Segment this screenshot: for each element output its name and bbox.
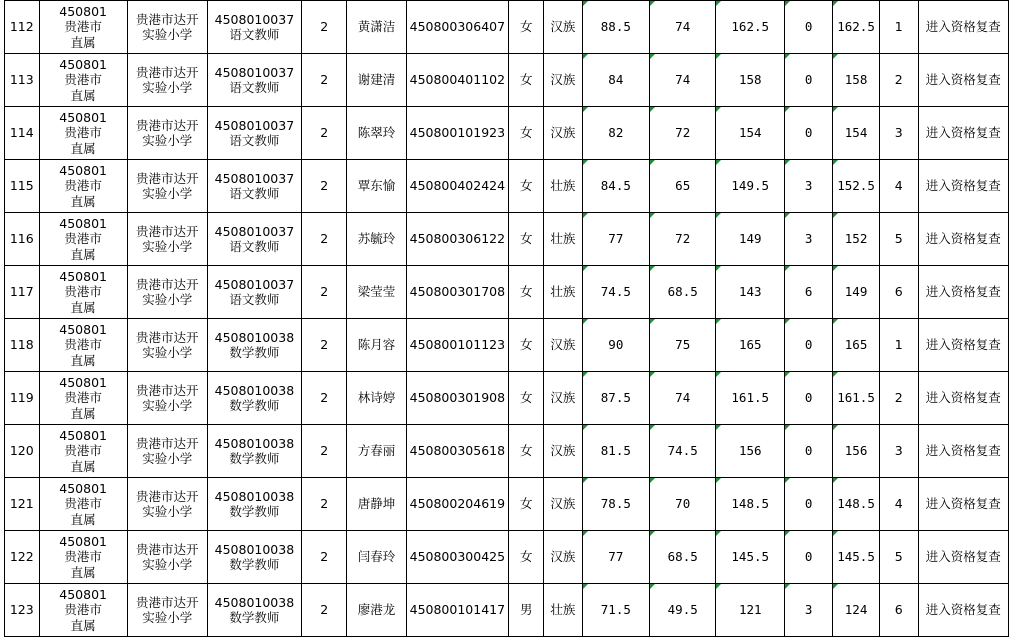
cell-ethnicity[interactable]: 汉族 [544, 531, 582, 584]
cell-seq[interactable]: 120 [5, 425, 40, 478]
cell-school-line: 实验小学 [142, 610, 193, 625]
cell-rank[interactable]: 6 [879, 584, 918, 637]
cell-unit-code-line: 450801 [59, 109, 107, 125]
cell-school-line: 贵港市达开 [135, 276, 199, 292]
cell-unit-code[interactable] [39, 478, 127, 531]
cell-post-line: 语文教师 [229, 133, 280, 148]
cell-total-score[interactable]: 145.5 [716, 531, 785, 584]
cell-post-line: 语文教师 [229, 239, 280, 254]
cell-final-score[interactable]: 161.5 [833, 372, 880, 425]
cell-written-score[interactable]: 81.5 [582, 425, 649, 478]
cell-bonus-points[interactable]: 0 [785, 372, 833, 425]
cell-seq[interactable]: 115 [5, 160, 40, 213]
table-row [5, 425, 1009, 478]
cell-seq[interactable]: 114 [5, 107, 40, 160]
cell-post-line: 数学教师 [229, 398, 280, 413]
cell-name[interactable]: 唐静坤 [347, 478, 406, 531]
cell-post-line: 数学教师 [229, 451, 280, 466]
cell-bonus-points[interactable]: 0 [785, 319, 833, 372]
cell-unit-code[interactable] [39, 584, 127, 637]
cell-written-score[interactable]: 77 [582, 213, 649, 266]
cell-ethnicity[interactable]: 汉族 [544, 1, 582, 54]
cell-school-line: 实验小学 [142, 398, 193, 413]
cell-post-line: 4508010038 [214, 594, 295, 610]
table-row [5, 213, 1009, 266]
cell-post[interactable] [207, 1, 301, 54]
cell-school[interactable] [127, 266, 207, 319]
cell-unit-code-line: 贵港市 [64, 284, 102, 300]
table-body [5, 1, 1009, 637]
cell-ticket-number[interactable]: 450800300425 [406, 531, 509, 584]
cell-unit-code[interactable] [39, 213, 127, 266]
cell-ticket-number[interactable]: 450800301908 [406, 372, 509, 425]
cell-gender[interactable]: 女 [509, 213, 544, 266]
cell-ticket-number[interactable]: 450800101923 [406, 107, 509, 160]
cell-gender[interactable]: 女 [509, 54, 544, 107]
cell-written-score[interactable]: 78.5 [582, 478, 649, 531]
cell-post[interactable] [207, 372, 301, 425]
cell-name[interactable]: 梁莹莹 [347, 266, 406, 319]
cell-unit-code-line: 直属 [70, 34, 96, 50]
cell-post-line: 4508010037 [214, 223, 295, 239]
cell-written-score[interactable]: 87.5 [582, 372, 649, 425]
cell-school[interactable] [127, 531, 207, 584]
cell-quota[interactable]: 2 [302, 425, 347, 478]
cell-written-score[interactable]: 82 [582, 107, 649, 160]
cell-ticket-number[interactable]: 450800401102 [406, 54, 509, 107]
cell-school-line: 实验小学 [142, 451, 193, 466]
cell-total-score[interactable]: 148.5 [716, 478, 785, 531]
cell-school-line: 贵港市达开 [135, 117, 199, 133]
cell-seq[interactable]: 121 [5, 478, 40, 531]
cell-school[interactable] [127, 213, 207, 266]
cell-school-line: 贵港市达开 [135, 11, 199, 27]
cell-school-line: 实验小学 [142, 557, 193, 572]
cell-written-score[interactable]: 84.5 [582, 160, 649, 213]
cell-school-line: 贵港市达开 [135, 594, 199, 610]
cell-ethnicity[interactable]: 汉族 [544, 478, 582, 531]
cell-ticket-number[interactable]: 450800306407 [406, 1, 509, 54]
cell-gender[interactable]: 女 [509, 266, 544, 319]
cell-bonus-points[interactable]: 3 [785, 584, 833, 637]
cell-gender[interactable]: 女 [509, 107, 544, 160]
table-row [5, 1, 1009, 54]
cell-bonus-points[interactable]: 0 [785, 54, 833, 107]
cell-school-line: 贵港市达开 [135, 223, 199, 239]
cell-ticket-number[interactable]: 450800101123 [406, 319, 509, 372]
cell-unit-code-line: 贵港市 [64, 549, 102, 565]
cell-bonus-points[interactable]: 0 [785, 1, 833, 54]
cell-result[interactable]: 进入资格复查 [918, 1, 1008, 54]
cell-seq[interactable]: 119 [5, 372, 40, 425]
cell-unit-code-line: 贵港市 [64, 178, 102, 194]
cell-unit-code-line: 贵港市 [64, 72, 102, 88]
cell-total-score[interactable]: 154 [716, 107, 785, 160]
cell-ethnicity[interactable]: 壮族 [544, 584, 582, 637]
cell-interview-score[interactable]: 49.5 [650, 584, 716, 637]
cell-quota[interactable]: 2 [302, 584, 347, 637]
cell-post[interactable] [207, 584, 301, 637]
cell-unit-code[interactable] [39, 266, 127, 319]
cell-name[interactable]: 陈翠玲 [347, 107, 406, 160]
cell-written-score[interactable]: 88.5 [582, 1, 649, 54]
cell-result[interactable]: 进入资格复查 [918, 319, 1008, 372]
cell-rank[interactable]: 4 [879, 160, 918, 213]
cell-unit-code[interactable] [39, 1, 127, 54]
cell-unit-code-line: 直属 [70, 193, 96, 209]
cell-unit-code-line: 贵港市 [64, 443, 102, 459]
cell-quota[interactable]: 2 [302, 1, 347, 54]
cell-name[interactable]: 苏毓玲 [347, 213, 406, 266]
cell-interview-score[interactable]: 72 [650, 107, 716, 160]
cell-total-score[interactable]: 158 [716, 54, 785, 107]
cell-ticket-number[interactable]: 450800305618 [406, 425, 509, 478]
cell-quota[interactable]: 2 [302, 107, 347, 160]
cell-post-line: 4508010037 [214, 11, 295, 27]
cell-unit-code-line: 直属 [70, 458, 96, 474]
table-row [5, 107, 1009, 160]
cell-result[interactable]: 进入资格复查 [918, 584, 1008, 637]
cell-seq[interactable]: 117 [5, 266, 40, 319]
cell-quota[interactable]: 2 [302, 54, 347, 107]
cell-unit-code[interactable] [39, 54, 127, 107]
cell-bonus-points[interactable]: 0 [785, 107, 833, 160]
cell-ticket-number[interactable]: 450800101417 [406, 584, 509, 637]
cell-school[interactable] [127, 372, 207, 425]
cell-unit-code-line: 直属 [70, 87, 96, 103]
cell-bonus-points[interactable]: 3 [785, 213, 833, 266]
table-row [5, 160, 1009, 213]
cell-total-score[interactable]: 149.5 [716, 160, 785, 213]
cell-school[interactable] [127, 319, 207, 372]
cell-final-score[interactable]: 152.5 [833, 160, 880, 213]
cell-written-score[interactable]: 74.5 [582, 266, 649, 319]
cell-post[interactable] [207, 425, 301, 478]
cell-ethnicity[interactable]: 壮族 [544, 213, 582, 266]
table-row [5, 54, 1009, 107]
cell-school[interactable] [127, 107, 207, 160]
cell-post[interactable] [207, 107, 301, 160]
cell-final-score[interactable]: 124 [833, 584, 880, 637]
cell-total-score[interactable]: 121 [716, 584, 785, 637]
cell-school-line: 实验小学 [142, 345, 193, 360]
cell-result[interactable]: 进入资格复查 [918, 478, 1008, 531]
cell-post[interactable] [207, 319, 301, 372]
cell-rank[interactable]: 5 [879, 531, 918, 584]
cell-unit-code-line: 直属 [70, 299, 96, 315]
cell-school[interactable] [127, 425, 207, 478]
cell-school-line: 实验小学 [142, 186, 193, 201]
cell-unit-code-line: 贵港市 [64, 19, 102, 35]
cell-unit-code-line: 450801 [59, 215, 107, 231]
cell-rank[interactable]: 2 [879, 54, 918, 107]
cell-post-line: 4508010038 [214, 435, 295, 451]
cell-ethnicity[interactable]: 壮族 [544, 160, 582, 213]
cell-unit-code-line: 贵港市 [64, 390, 102, 406]
cell-unit-code-line: 450801 [59, 321, 107, 337]
cell-post[interactable] [207, 266, 301, 319]
table-row [5, 266, 1009, 319]
cell-school-line: 贵港市达开 [135, 329, 199, 345]
cell-school-line: 贵港市达开 [135, 541, 199, 557]
cell-rank[interactable]: 4 [879, 478, 918, 531]
cell-quota[interactable]: 2 [302, 531, 347, 584]
cell-final-score[interactable]: 149 [833, 266, 880, 319]
cell-gender[interactable]: 男 [509, 584, 544, 637]
cell-gender[interactable]: 女 [509, 531, 544, 584]
cell-written-score[interactable]: 71.5 [582, 584, 649, 637]
cell-post[interactable] [207, 478, 301, 531]
cell-unit-code-line: 450801 [59, 374, 107, 390]
cell-total-score[interactable]: 161.5 [716, 372, 785, 425]
cell-result[interactable]: 进入资格复查 [918, 425, 1008, 478]
cell-post[interactable] [207, 54, 301, 107]
cell-seq[interactable]: 112 [5, 1, 40, 54]
cell-result[interactable]: 进入资格复查 [918, 213, 1008, 266]
cell-rank[interactable]: 3 [879, 425, 918, 478]
cell-school-line: 贵港市达开 [135, 170, 199, 186]
cell-post-line: 4508010038 [214, 329, 295, 345]
cell-unit-code[interactable] [39, 372, 127, 425]
cell-gender[interactable]: 女 [509, 425, 544, 478]
cell-name[interactable]: 陈月容 [347, 319, 406, 372]
cell-seq[interactable]: 118 [5, 319, 40, 372]
cell-school-line: 实验小学 [142, 504, 193, 519]
cell-unit-code-line: 贵港市 [64, 125, 102, 141]
cell-bonus-points[interactable]: 6 [785, 266, 833, 319]
cell-unit-code-line: 450801 [59, 586, 107, 602]
cell-ethnicity[interactable]: 汉族 [544, 425, 582, 478]
cell-seq[interactable]: 123 [5, 584, 40, 637]
cell-final-score[interactable]: 158 [833, 54, 880, 107]
results-table [4, 0, 1009, 637]
table-row [5, 478, 1009, 531]
cell-post-line: 语文教师 [229, 186, 280, 201]
cell-bonus-points[interactable]: 3 [785, 160, 833, 213]
cell-final-score[interactable]: 162.5 [833, 1, 880, 54]
cell-written-score[interactable]: 84 [582, 54, 649, 107]
cell-name[interactable]: 林诗婷 [347, 372, 406, 425]
cell-unit-code[interactable] [39, 160, 127, 213]
cell-written-score[interactable]: 90 [582, 319, 649, 372]
cell-school-line: 实验小学 [142, 27, 193, 42]
cell-unit-code[interactable] [39, 319, 127, 372]
cell-seq[interactable]: 116 [5, 213, 40, 266]
cell-bonus-points[interactable]: 0 [785, 478, 833, 531]
cell-post[interactable] [207, 531, 301, 584]
cell-post-line: 4508010038 [214, 488, 295, 504]
cell-name[interactable]: 覃东愉 [347, 160, 406, 213]
cell-ethnicity[interactable]: 壮族 [544, 266, 582, 319]
cell-interview-score[interactable]: 74 [650, 372, 716, 425]
cell-interview-score[interactable]: 74.5 [650, 425, 716, 478]
cell-quota[interactable]: 2 [302, 319, 347, 372]
cell-name[interactable]: 闫春玲 [347, 531, 406, 584]
cell-seq[interactable]: 113 [5, 54, 40, 107]
cell-name[interactable]: 谢建清 [347, 54, 406, 107]
cell-school[interactable] [127, 584, 207, 637]
cell-post[interactable] [207, 160, 301, 213]
cell-interview-score[interactable]: 65 [650, 160, 716, 213]
cell-final-score[interactable]: 152 [833, 213, 880, 266]
cell-unit-code-line: 直属 [70, 246, 96, 262]
cell-unit-code-line: 450801 [59, 480, 107, 496]
cell-unit-code-line: 直属 [70, 564, 96, 580]
cell-post-line: 数学教师 [229, 345, 280, 360]
cell-ticket-number[interactable]: 450800301708 [406, 266, 509, 319]
cell-rank[interactable]: 1 [879, 1, 918, 54]
cell-post-line: 数学教师 [229, 504, 280, 519]
cell-final-score[interactable]: 154 [833, 107, 880, 160]
cell-quota[interactable]: 2 [302, 372, 347, 425]
cell-total-score[interactable]: 149 [716, 213, 785, 266]
cell-unit-code-line: 直属 [70, 352, 96, 368]
cell-post-line: 4508010038 [214, 382, 295, 398]
cell-unit-code-line: 直属 [70, 140, 96, 156]
cell-post-line: 数学教师 [229, 557, 280, 572]
cell-unit-code-line: 直属 [70, 405, 96, 421]
cell-result[interactable]: 进入资格复查 [918, 531, 1008, 584]
cell-quota[interactable]: 2 [302, 266, 347, 319]
cell-bonus-points[interactable]: 0 [785, 425, 833, 478]
cell-school[interactable] [127, 160, 207, 213]
cell-quota[interactable]: 2 [302, 213, 347, 266]
cell-post-line: 4508010037 [214, 64, 295, 80]
cell-rank[interactable]: 6 [879, 266, 918, 319]
cell-ethnicity[interactable]: 汉族 [544, 319, 582, 372]
cell-gender[interactable]: 女 [509, 319, 544, 372]
cell-gender[interactable]: 女 [509, 478, 544, 531]
cell-name[interactable]: 黄潇洁 [347, 1, 406, 54]
cell-unit-code-line: 贵港市 [64, 231, 102, 247]
cell-school-line: 贵港市达开 [135, 64, 199, 80]
bottom-cutoff [4, 637, 1002, 642]
cell-interview-score[interactable]: 74 [650, 54, 716, 107]
cell-school-line: 贵港市达开 [135, 435, 199, 451]
cell-unit-code-line: 450801 [59, 56, 107, 72]
cell-school-line: 实验小学 [142, 239, 193, 254]
cell-interview-score[interactable]: 72 [650, 213, 716, 266]
cell-gender[interactable]: 女 [509, 160, 544, 213]
cell-total-score[interactable]: 156 [716, 425, 785, 478]
cell-total-score[interactable]: 162.5 [716, 1, 785, 54]
cell-ticket-number[interactable]: 450800204619 [406, 478, 509, 531]
cell-unit-code-line: 直属 [70, 617, 96, 633]
cell-rank[interactable]: 5 [879, 213, 918, 266]
cell-unit-code-line: 450801 [59, 427, 107, 443]
cell-seq[interactable]: 122 [5, 531, 40, 584]
cell-school[interactable] [127, 478, 207, 531]
cell-unit-code-line: 450801 [59, 162, 107, 178]
cell-result[interactable]: 进入资格复查 [918, 266, 1008, 319]
cell-name[interactable]: 廖港龙 [347, 584, 406, 637]
cell-post-line: 4508010037 [214, 117, 295, 133]
cell-unit-code-line: 贵港市 [64, 337, 102, 353]
cell-interview-score[interactable]: 68.5 [650, 531, 716, 584]
cell-result[interactable]: 进入资格复查 [918, 160, 1008, 213]
cell-post[interactable] [207, 213, 301, 266]
table-row [5, 319, 1009, 372]
cell-school-line: 实验小学 [142, 292, 193, 307]
cell-gender[interactable]: 女 [509, 372, 544, 425]
cell-rank[interactable]: 2 [879, 372, 918, 425]
table-row [5, 372, 1009, 425]
cell-unit-code-line: 450801 [59, 3, 107, 19]
cell-unit-code-line: 直属 [70, 511, 96, 527]
cell-rank[interactable]: 1 [879, 319, 918, 372]
table-row [5, 584, 1009, 637]
cell-result[interactable]: 进入资格复查 [918, 54, 1008, 107]
cell-school-line: 实验小学 [142, 80, 193, 95]
cell-total-score[interactable]: 143 [716, 266, 785, 319]
cell-final-score[interactable]: 156 [833, 425, 880, 478]
table-row [5, 531, 1009, 584]
cell-post-line: 4508010037 [214, 170, 295, 186]
cell-quota[interactable]: 2 [302, 160, 347, 213]
cell-school[interactable] [127, 1, 207, 54]
cell-ticket-number[interactable]: 450800306122 [406, 213, 509, 266]
cell-interview-score[interactable]: 74 [650, 1, 716, 54]
cell-bonus-points[interactable]: 0 [785, 531, 833, 584]
cell-school-line: 实验小学 [142, 133, 193, 148]
cell-post-line: 语文教师 [229, 27, 280, 42]
cell-interview-score[interactable]: 75 [650, 319, 716, 372]
cell-school-line: 贵港市达开 [135, 382, 199, 398]
cell-ethnicity[interactable]: 汉族 [544, 54, 582, 107]
cell-unit-code-line: 450801 [59, 268, 107, 284]
cell-post-line: 数学教师 [229, 610, 280, 625]
cell-gender[interactable]: 女 [509, 1, 544, 54]
cell-unit-code-line: 450801 [59, 533, 107, 549]
cell-final-score[interactable]: 148.5 [833, 478, 880, 531]
cell-school[interactable] [127, 54, 207, 107]
cell-final-score[interactable]: 165 [833, 319, 880, 372]
cell-name[interactable]: 方春丽 [347, 425, 406, 478]
cell-result[interactable]: 进入资格复查 [918, 372, 1008, 425]
cell-post-line: 4508010038 [214, 541, 295, 557]
cell-unit-code-line: 贵港市 [64, 602, 102, 618]
cell-unit-code[interactable] [39, 531, 127, 584]
cell-unit-code-line: 贵港市 [64, 496, 102, 512]
cell-post-line: 语文教师 [229, 80, 280, 95]
cell-post-line: 4508010037 [214, 276, 295, 292]
cell-school-line: 贵港市达开 [135, 488, 199, 504]
cell-interview-score[interactable]: 68.5 [650, 266, 716, 319]
cell-written-score[interactable]: 77 [582, 531, 649, 584]
cell-result[interactable]: 进入资格复查 [918, 107, 1008, 160]
cell-ethnicity[interactable]: 汉族 [544, 107, 582, 160]
cell-post-line: 语文教师 [229, 292, 280, 307]
cell-interview-score[interactable]: 70 [650, 478, 716, 531]
cell-ethnicity[interactable]: 汉族 [544, 372, 582, 425]
cell-ticket-number[interactable]: 450800402424 [406, 160, 509, 213]
cell-total-score[interactable]: 165 [716, 319, 785, 372]
cell-quota[interactable]: 2 [302, 478, 347, 531]
cell-final-score[interactable]: 145.5 [833, 531, 880, 584]
cell-unit-code[interactable] [39, 107, 127, 160]
cell-unit-code[interactable] [39, 425, 127, 478]
cell-rank[interactable]: 3 [879, 107, 918, 160]
